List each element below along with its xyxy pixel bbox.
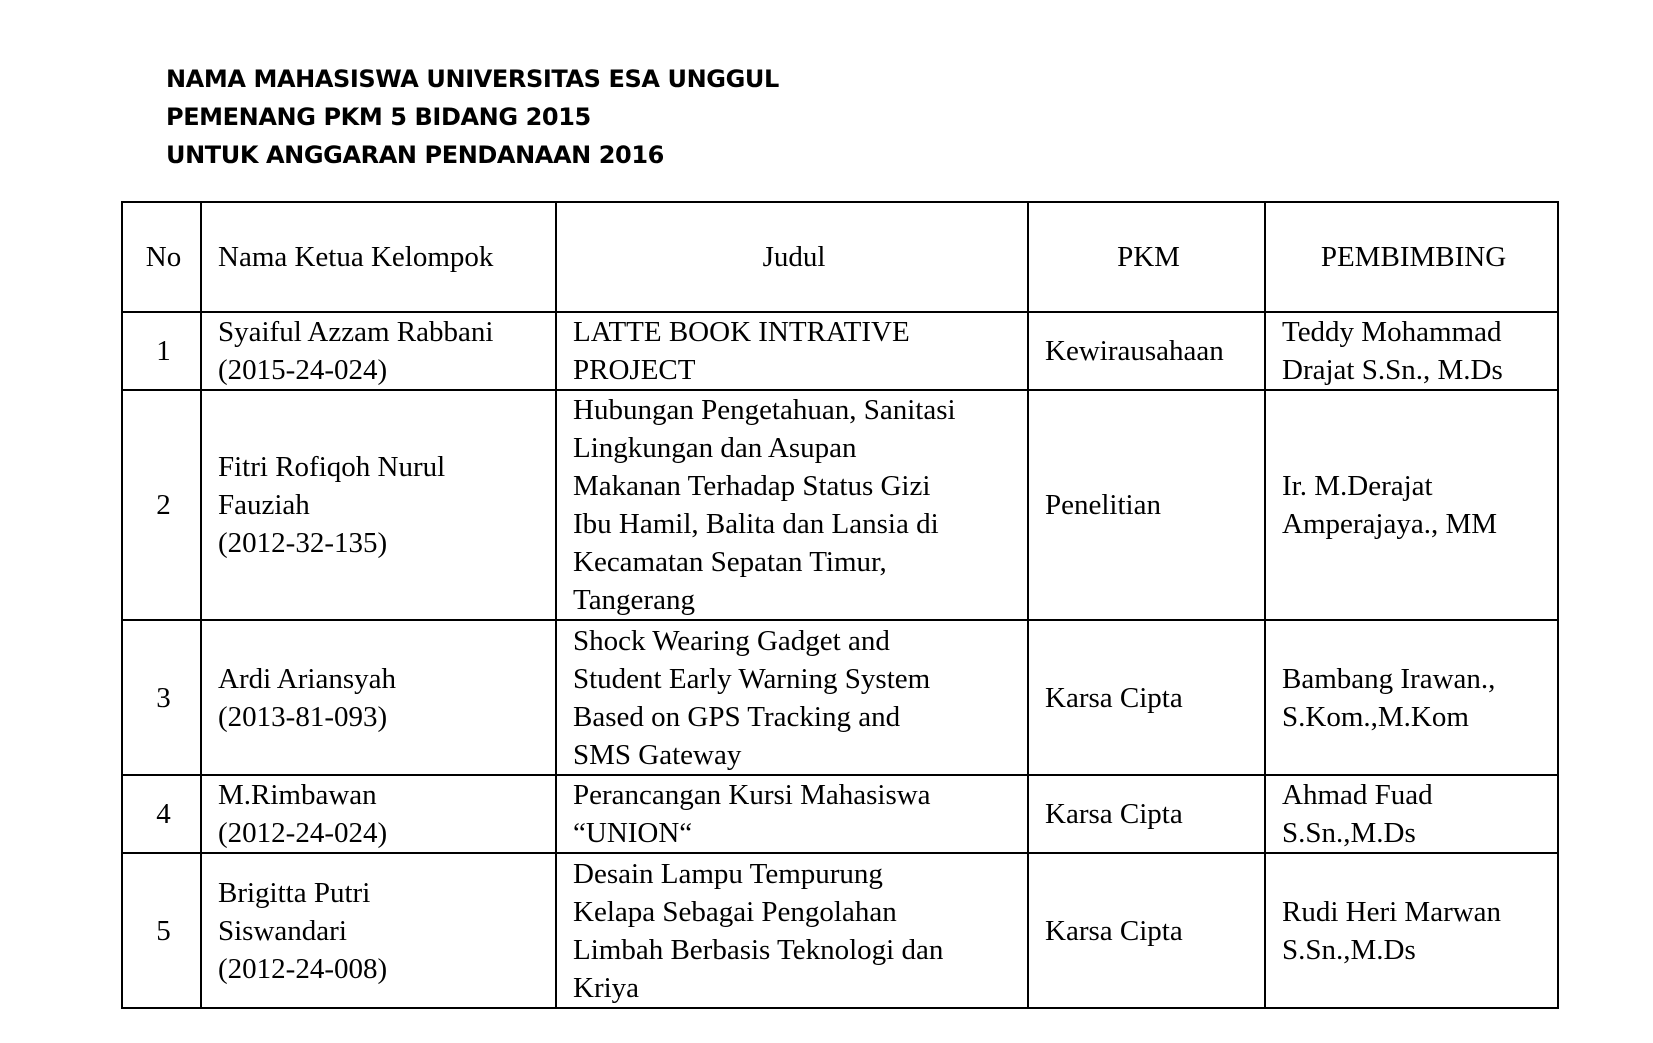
judul-line: Lingkungan dan Asupan [573, 432, 857, 464]
cell-judul [556, 853, 1028, 1008]
header-nama: Nama Ketua Kelompok [201, 202, 556, 312]
pembimbing-line: Teddy Mohammad [1282, 316, 1502, 348]
table-row [122, 853, 1558, 1008]
pembimbing-line: Ir. M.Derajat [1282, 470, 1433, 502]
judul-line: Shock Wearing Gadget and [573, 624, 890, 657]
table-row [122, 390, 1558, 620]
pembimbing-line: Bambang Irawan., [1282, 662, 1496, 695]
pembimbing-line: S.Sn.,M.Ds [1282, 933, 1416, 966]
cell-pembimbing [1265, 853, 1558, 1008]
nama-line: (2012-32-135) [218, 527, 388, 559]
winners-table [121, 201, 1559, 1009]
nama-line: Brigitta Putri [218, 876, 371, 909]
cell-pkm: Karsa Cipta [1028, 853, 1265, 1008]
cell-nama [201, 390, 556, 620]
judul-line: Kecamatan Sepatan Timur, [573, 546, 887, 578]
nama-line: (2012-24-024) [218, 817, 388, 849]
judul-line: Makanan Terhadap Status Gizi [573, 470, 931, 502]
pembimbing-line: Rudi Heri Marwan [1282, 895, 1502, 928]
cell-pembimbing [1265, 775, 1558, 853]
pembimbing-line: S.Sn.,M.Ds [1282, 817, 1416, 849]
table-row [122, 775, 1558, 853]
nama-line: Siswandari [218, 914, 347, 947]
nama-line: Fitri Rofiqoh Nurul [218, 451, 446, 483]
judul-line: Tangerang [573, 584, 695, 616]
header-pkm: PKM [1028, 202, 1265, 312]
nama-line: Syaiful Azzam Rabbani [218, 316, 494, 348]
pembimbing-line: Ahmad Fuad [1282, 779, 1433, 811]
judul-line: LATTE BOOK INTRATIVE [573, 316, 910, 348]
judul-line: Limbah Berbasis Teknologi dan [573, 933, 944, 966]
judul-line: Ibu Hamil, Balita dan Lansia di [573, 508, 939, 540]
cell-no: 5 [122, 853, 201, 1008]
header-judul: Judul [556, 202, 1028, 312]
cell-nama [201, 853, 556, 1008]
nama-line: (2012-24-008) [218, 952, 388, 985]
judul-line: “UNION“ [573, 817, 693, 849]
cell-pkm: Penelitian [1028, 390, 1265, 620]
cell-no: 1 [122, 312, 201, 390]
cell-nama [201, 312, 556, 390]
table-header-row [122, 202, 1558, 312]
judul-line: Kelapa Sebagai Pengolahan [573, 895, 897, 928]
cell-judul [556, 390, 1028, 620]
nama-line: Ardi Ariansyah [218, 662, 396, 695]
nama-line: (2013-81-093) [218, 700, 388, 733]
heading-line-2: PEMENANG PKM 5 BIDANG 2015 [166, 103, 591, 131]
cell-no: 3 [122, 620, 201, 775]
cell-pembimbing [1265, 620, 1558, 775]
judul-line: Desain Lampu Tempurung [573, 857, 883, 890]
document-heading [166, 60, 779, 174]
cell-pembimbing [1265, 312, 1558, 390]
header-no: No [122, 202, 201, 312]
judul-line: SMS Gateway [573, 738, 742, 771]
cell-no: 2 [122, 390, 201, 620]
pembimbing-line: Amperajaya., MM [1282, 508, 1498, 540]
heading-line-1: NAMA MAHASISWA UNIVERSITAS ESA UNGGUL [166, 65, 779, 93]
heading-line-3: UNTUK ANGGARAN PENDANAAN 2016 [166, 141, 664, 169]
cell-judul [556, 775, 1028, 853]
nama-line: M.Rimbawan [218, 779, 377, 811]
judul-line: Hubungan Pengetahuan, Sanitasi [573, 394, 956, 426]
table-row [122, 620, 1558, 775]
pembimbing-line: Drajat S.Sn., M.Ds [1282, 354, 1503, 386]
cell-pembimbing [1265, 390, 1558, 620]
cell-judul [556, 620, 1028, 775]
cell-nama [201, 775, 556, 853]
cell-pkm: Kewirausahaan [1028, 312, 1265, 390]
pembimbing-line: S.Kom.,M.Kom [1282, 700, 1469, 733]
judul-line: Based on GPS Tracking and [573, 700, 901, 733]
judul-line: Student Early Warning System [573, 662, 931, 695]
judul-line: Kriya [573, 971, 640, 1004]
judul-line: PROJECT [573, 354, 696, 386]
cell-judul [556, 312, 1028, 390]
cell-no: 4 [122, 775, 201, 853]
judul-line: Perancangan Kursi Mahasiswa [573, 779, 931, 811]
table-row [122, 312, 1558, 390]
cell-nama [201, 620, 556, 775]
cell-pkm: Karsa Cipta [1028, 620, 1265, 775]
nama-line: Fauziah [218, 489, 310, 521]
header-pembimbing: PEMBIMBING [1265, 202, 1558, 312]
cell-pkm: Karsa Cipta [1028, 775, 1265, 853]
nama-line: (2015-24-024) [218, 354, 388, 386]
